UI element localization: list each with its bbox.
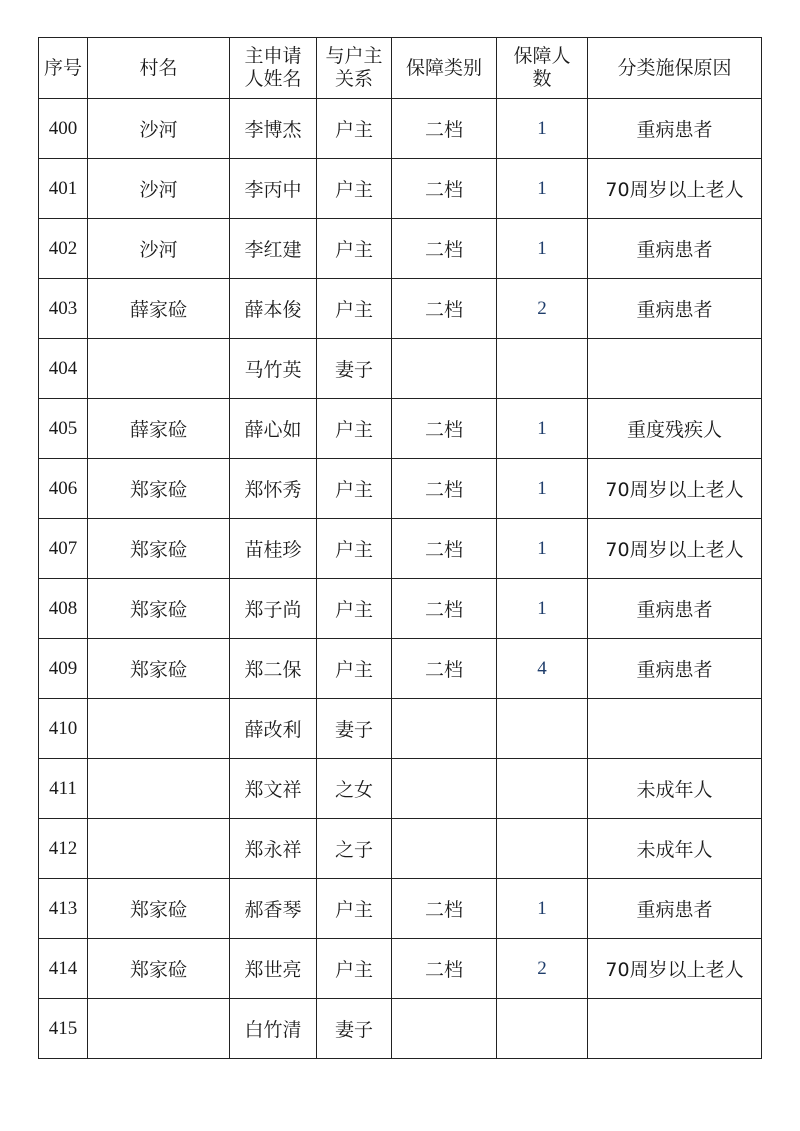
cell-village: 郑家硷 bbox=[88, 519, 230, 579]
cell-level: 二档 bbox=[392, 219, 497, 279]
cell-relation: 户主 bbox=[317, 159, 392, 219]
header-name-line1: 主申请 bbox=[244, 45, 302, 67]
cell-village bbox=[88, 339, 230, 399]
cell-village bbox=[88, 819, 230, 879]
header-relation-line2: 关系 bbox=[334, 68, 373, 90]
table-row bbox=[39, 759, 762, 819]
cell-count bbox=[497, 759, 588, 819]
cell-count: 1 bbox=[497, 219, 588, 279]
header-relation-line1: 与户主 bbox=[325, 45, 383, 67]
header-seq bbox=[39, 38, 88, 99]
cell-name: 李红建 bbox=[230, 219, 317, 279]
table-row bbox=[39, 399, 762, 459]
cell-level: 二档 bbox=[392, 579, 497, 639]
cell-level: 二档 bbox=[392, 159, 497, 219]
cell-reason: 重病患者 bbox=[588, 99, 762, 159]
cell-reason: 重病患者 bbox=[588, 579, 762, 639]
cell-village bbox=[88, 699, 230, 759]
cell-name: 郝香琴 bbox=[230, 879, 317, 939]
cell-reason: 重病患者 bbox=[588, 279, 762, 339]
cell-name: 郑怀秀 bbox=[230, 459, 317, 519]
cell-level: 二档 bbox=[392, 279, 497, 339]
table-row bbox=[39, 459, 762, 519]
cell-level: 二档 bbox=[392, 399, 497, 459]
cell-name: 郑世亮 bbox=[230, 939, 317, 999]
cell-reason: 70周岁以上老人 bbox=[588, 459, 762, 519]
cell-name: 薛心如 bbox=[230, 399, 317, 459]
assistance-table bbox=[38, 37, 762, 1059]
header-village-label: 村名 bbox=[139, 56, 178, 79]
table-row bbox=[39, 99, 762, 159]
cell-relation: 户主 bbox=[317, 639, 392, 699]
cell-relation: 妻子 bbox=[317, 339, 392, 399]
cell-level bbox=[392, 699, 497, 759]
header-count-line2: 数 bbox=[532, 68, 552, 90]
header-level-label: 保障类别 bbox=[405, 56, 482, 79]
table-row bbox=[39, 279, 762, 339]
cell-relation: 户主 bbox=[317, 459, 392, 519]
header-name bbox=[230, 38, 317, 99]
cell-seq: 404 bbox=[39, 339, 88, 399]
cell-level bbox=[392, 339, 497, 399]
cell-level bbox=[392, 759, 497, 819]
cell-reason: 70周岁以上老人 bbox=[588, 519, 762, 579]
cell-reason: 未成年人 bbox=[588, 759, 762, 819]
cell-village: 郑家硷 bbox=[88, 939, 230, 999]
cell-village: 郑家硷 bbox=[88, 579, 230, 639]
cell-village: 郑家硷 bbox=[88, 639, 230, 699]
cell-name: 马竹英 bbox=[230, 339, 317, 399]
cell-name: 薛改利 bbox=[230, 699, 317, 759]
cell-relation: 之子 bbox=[317, 819, 392, 879]
table-row bbox=[39, 639, 762, 699]
cell-count: 1 bbox=[497, 459, 588, 519]
cell-relation: 户主 bbox=[317, 939, 392, 999]
cell-relation: 户主 bbox=[317, 99, 392, 159]
cell-seq: 409 bbox=[39, 639, 88, 699]
cell-name: 薛本俊 bbox=[230, 279, 317, 339]
cell-village: 郑家硷 bbox=[88, 879, 230, 939]
cell-level: 二档 bbox=[392, 519, 497, 579]
cell-relation: 户主 bbox=[317, 879, 392, 939]
cell-count: 2 bbox=[497, 279, 588, 339]
table-row bbox=[39, 999, 762, 1059]
cell-seq: 402 bbox=[39, 219, 88, 279]
cell-relation: 户主 bbox=[317, 519, 392, 579]
cell-relation: 户主 bbox=[317, 279, 392, 339]
cell-seq: 408 bbox=[39, 579, 88, 639]
cell-seq: 401 bbox=[39, 159, 88, 219]
cell-level: 二档 bbox=[392, 99, 497, 159]
table-row bbox=[39, 699, 762, 759]
header-count-line1: 保障人 bbox=[513, 45, 571, 67]
header-relation bbox=[317, 38, 392, 99]
cell-count bbox=[497, 699, 588, 759]
cell-seq: 405 bbox=[39, 399, 88, 459]
cell-level: 二档 bbox=[392, 459, 497, 519]
cell-name: 苗桂珍 bbox=[230, 519, 317, 579]
header-reason-label: 分类施保原因 bbox=[617, 56, 732, 79]
header-seq-label: 序号 bbox=[43, 56, 82, 79]
header-count bbox=[497, 38, 588, 99]
table-row bbox=[39, 819, 762, 879]
cell-village: 沙河 bbox=[88, 99, 230, 159]
cell-seq: 414 bbox=[39, 939, 88, 999]
table-row bbox=[39, 879, 762, 939]
cell-count: 1 bbox=[497, 879, 588, 939]
cell-name: 郑二保 bbox=[230, 639, 317, 699]
cell-name: 郑文祥 bbox=[230, 759, 317, 819]
cell-reason: 未成年人 bbox=[588, 819, 762, 879]
cell-seq: 411 bbox=[39, 759, 88, 819]
cell-seq: 400 bbox=[39, 99, 88, 159]
header-reason bbox=[588, 38, 762, 99]
cell-count: 4 bbox=[497, 639, 588, 699]
cell-seq: 413 bbox=[39, 879, 88, 939]
cell-count: 1 bbox=[497, 579, 588, 639]
cell-seq: 412 bbox=[39, 819, 88, 879]
cell-seq: 407 bbox=[39, 519, 88, 579]
table-row bbox=[39, 519, 762, 579]
cell-name: 郑永祥 bbox=[230, 819, 317, 879]
cell-count bbox=[497, 339, 588, 399]
cell-seq: 403 bbox=[39, 279, 88, 339]
cell-relation: 户主 bbox=[317, 399, 392, 459]
cell-village: 沙河 bbox=[88, 219, 230, 279]
cell-reason bbox=[588, 699, 762, 759]
cell-reason: 70周岁以上老人 bbox=[588, 939, 762, 999]
header-level bbox=[392, 38, 497, 99]
cell-village: 郑家硷 bbox=[88, 459, 230, 519]
cell-village bbox=[88, 999, 230, 1059]
cell-relation: 户主 bbox=[317, 219, 392, 279]
header-row bbox=[39, 38, 762, 99]
cell-level bbox=[392, 819, 497, 879]
cell-level: 二档 bbox=[392, 879, 497, 939]
cell-village bbox=[88, 759, 230, 819]
cell-reason: 重度残疾人 bbox=[588, 399, 762, 459]
cell-reason bbox=[588, 339, 762, 399]
cell-level: 二档 bbox=[392, 939, 497, 999]
header-name-line2: 人姓名 bbox=[244, 68, 302, 90]
cell-count: 2 bbox=[497, 939, 588, 999]
table-row bbox=[39, 339, 762, 399]
cell-count: 1 bbox=[497, 159, 588, 219]
cell-name: 白竹清 bbox=[230, 999, 317, 1059]
cell-relation: 之女 bbox=[317, 759, 392, 819]
header-village bbox=[88, 38, 230, 99]
cell-seq: 410 bbox=[39, 699, 88, 759]
cell-village: 薛家硷 bbox=[88, 279, 230, 339]
cell-name: 郑子尚 bbox=[230, 579, 317, 639]
table-row bbox=[39, 939, 762, 999]
cell-count: 1 bbox=[497, 99, 588, 159]
table-body bbox=[39, 99, 762, 1059]
cell-relation: 户主 bbox=[317, 579, 392, 639]
cell-reason: 重病患者 bbox=[588, 219, 762, 279]
cell-level: 二档 bbox=[392, 639, 497, 699]
cell-reason bbox=[588, 999, 762, 1059]
cell-village: 薛家硷 bbox=[88, 399, 230, 459]
cell-count: 1 bbox=[497, 519, 588, 579]
cell-relation: 妻子 bbox=[317, 999, 392, 1059]
cell-reason: 70周岁以上老人 bbox=[588, 159, 762, 219]
cell-reason: 重病患者 bbox=[588, 639, 762, 699]
cell-name: 李丙中 bbox=[230, 159, 317, 219]
cell-village: 沙河 bbox=[88, 159, 230, 219]
cell-count bbox=[497, 999, 588, 1059]
cell-seq: 406 bbox=[39, 459, 88, 519]
table-row bbox=[39, 159, 762, 219]
cell-count bbox=[497, 819, 588, 879]
table-row bbox=[39, 579, 762, 639]
cell-seq: 415 bbox=[39, 999, 88, 1059]
cell-relation: 妻子 bbox=[317, 699, 392, 759]
cell-reason: 重病患者 bbox=[588, 879, 762, 939]
cell-count: 1 bbox=[497, 399, 588, 459]
cell-level bbox=[392, 999, 497, 1059]
table-row bbox=[39, 219, 762, 279]
cell-name: 李博杰 bbox=[230, 99, 317, 159]
